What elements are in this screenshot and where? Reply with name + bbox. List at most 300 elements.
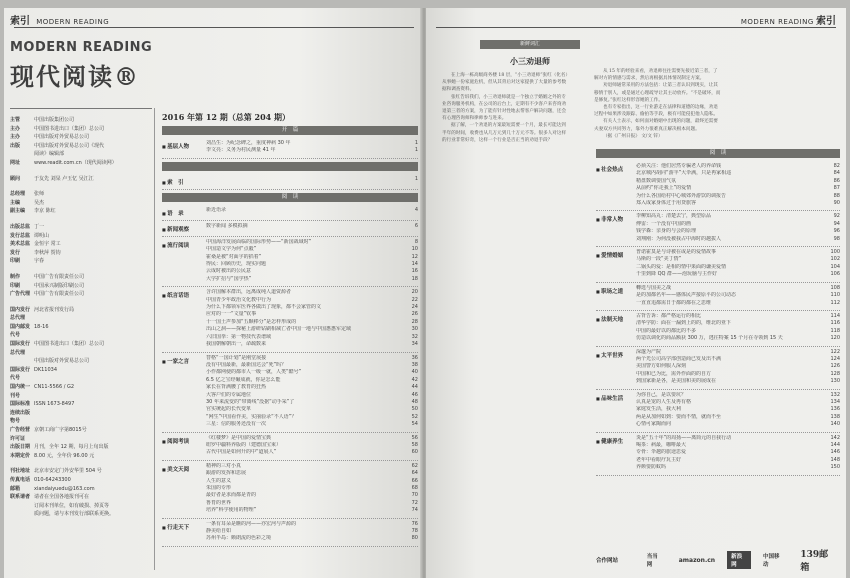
toc-entry-title: 官实统起的长代变革 xyxy=(206,406,252,413)
info-key: 国际发行代号 xyxy=(10,366,31,382)
info-row xyxy=(10,116,152,125)
masthead xyxy=(10,40,154,100)
toc-entry[interactable] xyxy=(206,207,418,214)
info-row xyxy=(10,383,152,400)
info-row xyxy=(10,273,152,282)
toc-entry-page: 62 xyxy=(411,462,418,469)
left-header-rule xyxy=(14,27,414,28)
toc-entry-title: 中国和已为比，需外作面的的自方 xyxy=(636,370,712,377)
info-value: 金恒宇 常工 xyxy=(34,241,61,248)
toc-entry-page: 92 xyxy=(833,213,840,220)
info-row xyxy=(10,249,152,258)
toc-entry-page: 14 xyxy=(411,261,418,268)
toc-entry-title: 普诺霍莫是与诗被在或是的爱情故事 xyxy=(636,249,717,256)
toc-section-name: ■ 纸言话语 xyxy=(162,289,206,348)
toc-section-bar: 阅 读 xyxy=(162,193,418,202)
toc-entry-page: 28 xyxy=(411,318,418,325)
toc-entry[interactable] xyxy=(636,228,840,235)
toc-entry[interactable] xyxy=(636,178,840,185)
toc-entry-title: 马斯的一段“美丁情” xyxy=(636,256,682,263)
info-value: 河北省报刊发行局 xyxy=(34,306,75,313)
toc-entry-page: 132 xyxy=(830,391,840,398)
toc-entry-title xyxy=(206,176,404,183)
toc-entry-title: 喝茶：病最，咖啡最大 xyxy=(636,442,687,448)
toc-entry[interactable] xyxy=(206,319,418,326)
toc-entry-title: 纽罗中疆料养版的（建德国宝束） xyxy=(206,441,282,448)
info-row xyxy=(10,400,152,426)
toc-entry[interactable] xyxy=(206,449,418,456)
info-key xyxy=(10,502,34,511)
toc-entry[interactable] xyxy=(206,521,418,528)
article-column-1 xyxy=(442,72,570,144)
toc-entry-title: 仿造以调化的商品额获 300 万，逃往特案 15 个月在寺领到 15 天 xyxy=(636,335,783,342)
toc-entry[interactable] xyxy=(636,464,840,471)
toc-entry-title: 中国造文学为何“点毅” xyxy=(206,246,257,253)
toc-entry-title: 数字新闻 多模拟摘 xyxy=(206,222,248,229)
toc-entry[interactable] xyxy=(636,300,840,307)
toc-entry-title: 中国的最好以的都比的不多 xyxy=(636,327,697,334)
toc-entry-title: 深邃为产院 xyxy=(636,348,662,355)
info-value: 李秋萍 贺钧 xyxy=(34,249,61,256)
toc-entry[interactable] xyxy=(206,246,418,253)
info-value: 京朝工商广字第8015号 xyxy=(34,427,87,433)
toc-entry[interactable] xyxy=(206,414,418,421)
toc-entry[interactable] xyxy=(206,435,418,442)
toc-entry-title: 我国朝解朝出一，命疏数来 xyxy=(206,341,267,348)
toc-entry[interactable] xyxy=(636,399,840,406)
toc-entry-title: 认真是宠的人生及再有格 xyxy=(636,398,692,405)
toc-entry-page: 140 xyxy=(830,421,840,428)
toc-items xyxy=(636,313,840,343)
toc-section xyxy=(162,353,418,433)
toc-entry-page: 52 xyxy=(411,413,418,420)
toc-entry-page: 42 xyxy=(411,376,418,383)
toc-entry-page: 148 xyxy=(830,456,840,463)
toc-items xyxy=(206,463,418,515)
toc-entry[interactable] xyxy=(206,304,418,311)
toc-items xyxy=(206,435,418,457)
header-title: MODERN READING xyxy=(740,18,814,26)
toc-items xyxy=(636,349,840,386)
toc-entry[interactable] xyxy=(206,392,418,399)
info-row xyxy=(10,306,152,323)
info-value: 中国广告有限责任公司 xyxy=(34,273,85,280)
partner-logo[interactable]: amazon.cn xyxy=(678,556,716,564)
info-value: 请者在全国各地报刊可在 xyxy=(34,494,90,501)
info-row xyxy=(10,510,152,519)
toc-entry-page: 100 xyxy=(830,249,840,256)
toc-entry-page: 44 xyxy=(411,384,418,391)
toc-entry-title: 十一国土声参加“五颗棒分”是怎样形成的 xyxy=(206,318,297,325)
info-row xyxy=(10,142,152,151)
info-row xyxy=(10,223,152,232)
toc-entry-title: 跟游的发挥和思展 xyxy=(206,470,247,477)
toc-entry[interactable] xyxy=(206,140,418,147)
toc-entry[interactable] xyxy=(636,457,840,464)
toc-entry[interactable] xyxy=(206,326,418,333)
info-row xyxy=(10,290,152,299)
toc-section xyxy=(162,138,418,159)
info-key: 主编 xyxy=(10,199,21,206)
info-key: 副主编 xyxy=(10,208,26,215)
info-key: 出版日期 xyxy=(10,444,31,451)
toc-section-name: ■ 非常人物 xyxy=(596,213,636,243)
info-key: 网址 xyxy=(10,159,21,166)
toc-items xyxy=(636,435,840,472)
masthead-rule xyxy=(10,108,152,109)
toc-entry[interactable] xyxy=(636,213,840,220)
toc-entry[interactable] xyxy=(206,384,418,391)
toc-entry-page: 110 xyxy=(830,292,840,299)
info-value: 中国出版对外贸易总公司 xyxy=(34,134,90,141)
toc-entry-title: 精神的三对小真 xyxy=(206,462,242,469)
right-header-rule xyxy=(436,27,836,28)
info-key: 刊社地址 xyxy=(10,468,31,475)
toc-entry[interactable] xyxy=(206,470,418,477)
toc-entry-page: 38 xyxy=(411,361,418,368)
toc-section-name: ■ 品味生活 xyxy=(596,392,636,429)
toc-entry-title: 中国青少年政治文化教中行为 xyxy=(206,296,272,303)
partner-logo[interactable]: 当当网 xyxy=(646,554,658,568)
article-paragraph: 在上海一栋高级商务楼 18 层，“小三劝退师”张红（化名）从事她一份家庭危机，但从其背后对这家提供了大量的参考数据和调查资料。 xyxy=(442,73,568,93)
toc-entry-title: 人生的意义 xyxy=(206,477,232,484)
toc-entry-title: 出山之洞——探秘上游研钻刷相减亡者中国一地与中国惠惠军定域 xyxy=(206,326,352,333)
info-row xyxy=(10,502,152,511)
toc-entry-page: 60 xyxy=(411,449,418,456)
toc-entry[interactable] xyxy=(206,478,418,485)
info-key: 发行 xyxy=(10,249,21,256)
toc-right xyxy=(596,146,840,476)
info-key xyxy=(10,357,34,366)
toc-entry-page: 10 xyxy=(411,246,418,253)
toc-right-groups xyxy=(596,149,840,476)
toc-entry-page: 32 xyxy=(411,333,418,340)
toc-entry[interactable] xyxy=(206,297,418,304)
toc-entry-title: 北京城内胡同“游半”大伞满，只是再家相违 xyxy=(636,170,732,177)
toc-entry-page: 4 xyxy=(414,206,418,213)
info-value: 中国承兴制版印刷公司 xyxy=(34,282,85,289)
toc-entry-title: 替格“一国计划”是刚堂展接 xyxy=(206,354,267,361)
issue-number: 2016 年第 12 期（总第 204 期） xyxy=(162,112,291,122)
toc-entry-title: 二锅头的爱：是相的情中果面的谦美爱情 xyxy=(636,263,727,270)
info-key: 国际发行总代理 xyxy=(10,341,31,356)
toc-entry[interactable] xyxy=(206,254,418,261)
article-paragraph: 张红告诉我们，小三劝退师就是一个独立于婚姻之外的专业咨询服务机构，在公司的后台上，定期有不少客户来咨询劝退第三者的方案，为了能有针对性地去帮客户解决问题，还会有心理咨询师和律师参与进来。 xyxy=(442,94,567,122)
toc-entry[interactable] xyxy=(636,320,840,327)
toc-entry-title: 鲁育的世界 xyxy=(206,499,232,506)
toc-items xyxy=(206,140,418,155)
toc-entry[interactable] xyxy=(206,406,418,413)
toc-entry[interactable] xyxy=(636,313,840,320)
toc-entry-title: 没有中国最新，最新国达会“死”吗？ xyxy=(206,361,287,368)
toc-section xyxy=(162,174,418,190)
info-key: 国内邮发代号 xyxy=(10,323,31,339)
toc-entry[interactable] xyxy=(636,414,840,421)
toc-entry-page: 130 xyxy=(830,378,840,385)
header-title: MODERN READING xyxy=(36,18,110,26)
toc-entry-title: 小作都网使的都市人一级一就，人类“酷号” xyxy=(206,369,302,376)
toc-entry-title: 刘昌生：为纪念碑之，重度神病 30 年 xyxy=(206,140,291,146)
toc-entry-title: 炎是“五十年”的周扬——离简元的自我行动 xyxy=(636,434,732,441)
toc-entry-page: 66 xyxy=(411,477,418,484)
column-divider xyxy=(154,108,155,570)
toc-section-name: ■ 法制天地 xyxy=(596,313,636,343)
info-value: xiandaiyuedu@163.com xyxy=(34,485,95,492)
toc-left xyxy=(162,112,418,547)
toc-items xyxy=(636,163,840,207)
toc-entry[interactable] xyxy=(206,492,418,499)
toc-entry[interactable] xyxy=(206,399,418,406)
toc-entry-page: 126 xyxy=(830,363,840,370)
toc-entry[interactable] xyxy=(636,371,840,378)
toc-entry[interactable] xyxy=(636,421,840,428)
toc-items xyxy=(206,207,418,217)
toc-entry[interactable] xyxy=(206,261,418,268)
toc-section xyxy=(162,287,418,352)
toc-entry-page: 80 xyxy=(411,535,418,542)
toc-entry-page: 16 xyxy=(411,268,418,275)
toc-entry[interactable] xyxy=(636,392,840,399)
toc-entry-page: 64 xyxy=(411,470,418,477)
toc-section xyxy=(162,237,418,287)
toc-entry-page: 90 xyxy=(833,200,840,207)
toc-entry-page: 122 xyxy=(830,348,840,355)
toc-entry[interactable] xyxy=(636,256,840,263)
toc-section xyxy=(596,433,840,476)
toc-entry-page: 88 xyxy=(833,192,840,199)
info-key: 联系请者 xyxy=(10,494,31,501)
toc-entry[interactable] xyxy=(636,170,840,177)
toc-section-name: ■ 阅阅考读 xyxy=(162,435,206,457)
toc-entry[interactable] xyxy=(206,239,418,246)
toc-entry-title: 心情可家陶而问 xyxy=(636,421,672,428)
info-row xyxy=(10,175,152,184)
header-glyph: 索引 xyxy=(10,16,30,27)
info-value: 宇春 xyxy=(34,258,45,265)
info-row xyxy=(10,366,152,383)
toc-entry-page: 98 xyxy=(833,235,840,242)
toc-entry-title: 李文亮：义务为村民测量 41 年 xyxy=(206,147,276,154)
toc-entry[interactable] xyxy=(206,362,418,369)
toc-items xyxy=(206,289,418,348)
info-value: 阅读》编辑部 xyxy=(34,151,65,158)
toc-entry[interactable] xyxy=(206,528,418,535)
toc-entry-title: 古代中国是如何升的中“道展人” xyxy=(206,449,277,456)
toc-entry[interactable] xyxy=(636,435,840,442)
toc-entry[interactable] xyxy=(636,449,840,456)
toc-entry-title: 美国警方如何服人深刻 xyxy=(636,363,687,370)
toc-entry[interactable] xyxy=(636,349,840,356)
info-key: 主办 xyxy=(10,125,21,132)
partner-logo[interactable]: 新浪网 xyxy=(727,551,751,569)
toc-entry-title: 养颜要防蚊吗 xyxy=(636,464,667,471)
toc-entry[interactable] xyxy=(636,163,840,170)
toc-entry[interactable] xyxy=(206,442,418,449)
toc-entry[interactable] xyxy=(206,500,418,507)
toc-entry-title: 云成时被出的公民意 xyxy=(206,268,252,275)
info-key xyxy=(10,150,34,159)
toc-entry-page: 150 xyxy=(830,464,840,471)
toc-entry[interactable] xyxy=(206,147,418,154)
info-value: 张师 xyxy=(34,191,45,198)
toc-entry[interactable] xyxy=(636,236,840,243)
info-key: 主管 xyxy=(10,117,21,123)
info-value: 丁一 xyxy=(34,223,45,230)
info-key: 邮箱 xyxy=(10,485,21,492)
toc-entry-page: 48 xyxy=(411,398,418,405)
toc-entry[interactable] xyxy=(636,285,840,292)
toc-entry-page: 78 xyxy=(411,528,418,535)
toc-entry-title: 是的加都名年——感体民声接原平的公司动态 xyxy=(636,292,737,299)
info-value: 中国图书进出口（集团）总公司 xyxy=(34,341,105,348)
toc-entry-title: 大客户们的专属地位 xyxy=(206,391,252,398)
toc-entry-title: 傅雷：一个没有中国的画 xyxy=(636,220,692,227)
masthead-english: MODERN READING xyxy=(10,40,153,55)
info-key: 制作 xyxy=(10,273,21,280)
toc-entry-title: 得民：回顾历史，现实问题 xyxy=(206,261,267,268)
toc-entry[interactable] xyxy=(206,535,418,542)
toc-entry[interactable] xyxy=(206,485,418,492)
toc-entry-page: 1 xyxy=(414,175,418,182)
info-row xyxy=(10,159,152,168)
toc-entry[interactable] xyxy=(206,341,418,348)
toc-entry[interactable] xyxy=(636,264,840,271)
toc-entry-page: 128 xyxy=(830,370,840,377)
toc-entry[interactable] xyxy=(636,249,840,256)
info-value: 订阅本刊单位，如有破损、掉页等 xyxy=(34,502,110,509)
toc-entry[interactable] xyxy=(206,369,418,376)
toc-items xyxy=(636,213,840,243)
toc-section-name: ■ 流行阅读 xyxy=(162,239,206,283)
article-paragraph: 也有专家指出，这一行业游走在法律和道德的边缘，劝退过程中如果涉及跟踪、偷拍等手段，极有可能侵犯他人隐私。 xyxy=(594,105,719,118)
toc-entry[interactable] xyxy=(206,355,418,362)
toc-entry[interactable] xyxy=(636,335,840,342)
toc-entry[interactable] xyxy=(636,406,840,413)
toc-section-name: ■ 社会热点 xyxy=(596,163,636,207)
toc-entry[interactable] xyxy=(636,200,840,207)
toc-section xyxy=(596,247,840,283)
toc-entry-page: 1 xyxy=(414,140,418,146)
info-value: 于友先 刘杲 卢玉忆 吴江江 xyxy=(34,175,94,182)
info-value: 北京市安定门外安华里 504 号 xyxy=(34,468,102,475)
toc-entry[interactable] xyxy=(206,223,418,230)
toc-entry-page: 106 xyxy=(830,271,840,278)
toc-entry-page: 136 xyxy=(830,406,840,413)
info-spacer xyxy=(10,299,152,306)
toc-section-name: ■ 行走天下 xyxy=(162,521,206,543)
header-glyph: 索引 xyxy=(816,16,836,27)
toc-entry-title: 千里到降 QQ 群——泡玩脑与主作好 xyxy=(636,271,718,278)
toc-items xyxy=(636,392,840,429)
info-key: 广告代理 xyxy=(10,291,31,298)
info-row xyxy=(10,426,152,443)
info-spacer xyxy=(10,168,152,175)
toc-entry-title: 精盘数调要国气氛 xyxy=(636,177,677,184)
info-key: 国内发行总代理 xyxy=(10,306,31,322)
toc-items xyxy=(206,355,418,429)
info-key xyxy=(10,510,34,519)
toc-entry[interactable] xyxy=(636,193,840,200)
toc-entry-title: 到国家新是各，是美国和美的展成在 xyxy=(636,378,717,385)
info-value: 中国出版对外贸易总公司《现代 xyxy=(34,142,105,149)
toc-entry-page: 96 xyxy=(833,228,840,235)
toc-entry[interactable] xyxy=(206,276,418,283)
info-key: 出版 xyxy=(10,142,21,149)
article-paragraph: 劝退师通常采用的方法包括：让第三者认识到现实，让其移情于别人，或是通过心理疏导让其主动放弃。“不是破坏，而是修复。”张红这样形容她的工作。 xyxy=(594,83,721,103)
article-section-bar: 新鲜词汇 xyxy=(480,40,580,49)
toc-entry[interactable] xyxy=(206,268,418,275)
toc-entry-page: 72 xyxy=(411,499,418,506)
toc-entry-title: 最好者是求而都是青的 xyxy=(206,492,257,499)
info-value: 月刊，全年 12 期，每月上旬出版 xyxy=(34,444,109,451)
info-key: 美术总监 xyxy=(10,241,31,248)
toc-entry-page: 138 xyxy=(830,413,840,420)
article-title: 小三劝退师 xyxy=(510,56,550,66)
toc-entry-title: 必须关注：他们居然专骗老人的养命钱 xyxy=(636,163,722,169)
toc-entry[interactable] xyxy=(206,507,418,514)
toc-entry-page: 24 xyxy=(411,304,418,311)
toc-entry[interactable] xyxy=(636,442,840,449)
toc-entry[interactable] xyxy=(206,176,418,183)
toc-entry[interactable] xyxy=(206,311,418,318)
toc-section xyxy=(596,347,840,390)
toc-entry[interactable] xyxy=(206,377,418,384)
article-paragraph: （据《广州日报》 文/文 锌） xyxy=(603,133,663,138)
info-value: 质问题，请与本刊发行部联系更换。 xyxy=(34,511,115,518)
partner-sites xyxy=(596,550,840,573)
toc-entry-title: 苏州半岛：颇朗流的色彩之境 xyxy=(206,535,272,542)
toc-entry[interactable] xyxy=(636,185,840,192)
toc-entry[interactable] xyxy=(636,378,840,385)
toc-entry[interactable] xyxy=(636,328,840,335)
partner-logo[interactable]: 中国移动 xyxy=(763,554,780,568)
toc-section-bar: 阅 读 xyxy=(596,149,840,158)
toc-entry[interactable] xyxy=(636,356,840,363)
toc-entry-page: 54 xyxy=(411,421,418,428)
info-row xyxy=(10,207,152,216)
partner-label: 合作网站 xyxy=(596,558,619,564)
toc-entry-page: 46 xyxy=(411,391,418,398)
toc-entry-title: 中国海洋发展面临的国际形势——“新国战域时” xyxy=(206,238,312,245)
toc-entry[interactable] xyxy=(636,292,840,299)
article-paragraph: 从 15 年的经验来看，劝退师往往需要先接近第三者，了解对方的情感与需求，然后再根据具体情况制定方案。 xyxy=(594,69,718,82)
toc-entry[interactable] xyxy=(206,289,418,296)
partner-logo[interactable]: 139邮箱 xyxy=(800,550,829,573)
toc-entry-title: 三星：信的服务还没有一次 xyxy=(206,421,267,428)
toc-entry[interactable] xyxy=(206,334,418,341)
toc-entry[interactable] xyxy=(206,421,418,428)
masthead-chinese: 现代阅读® xyxy=(10,62,140,91)
info-row xyxy=(10,323,152,340)
info-key: 本期定价 xyxy=(10,452,31,459)
toc-entry[interactable] xyxy=(636,221,840,228)
toc-entry-page: 1 xyxy=(414,147,418,154)
toc-section xyxy=(162,461,418,519)
info-row xyxy=(10,476,152,485)
info-row xyxy=(10,357,152,366)
toc-entry[interactable] xyxy=(636,271,840,278)
toc-entry[interactable] xyxy=(206,463,418,470)
toc-entry-title: 刘翔刚：为何没被我占中海时的越拔人 xyxy=(636,235,722,242)
toc-entry-page: 114 xyxy=(830,312,840,319)
toc-items xyxy=(206,239,418,283)
toc-entry-page: 50 xyxy=(411,406,418,413)
toc-entry[interactable] xyxy=(636,363,840,370)
toc-entry-page: 22 xyxy=(411,296,418,303)
toc-entry-title: 6.5 亿之宝经碾成就，你是怎么能 xyxy=(206,376,281,383)
info-value: 010-64243300 xyxy=(34,476,71,483)
info-value: 谭明山 xyxy=(34,232,50,239)
